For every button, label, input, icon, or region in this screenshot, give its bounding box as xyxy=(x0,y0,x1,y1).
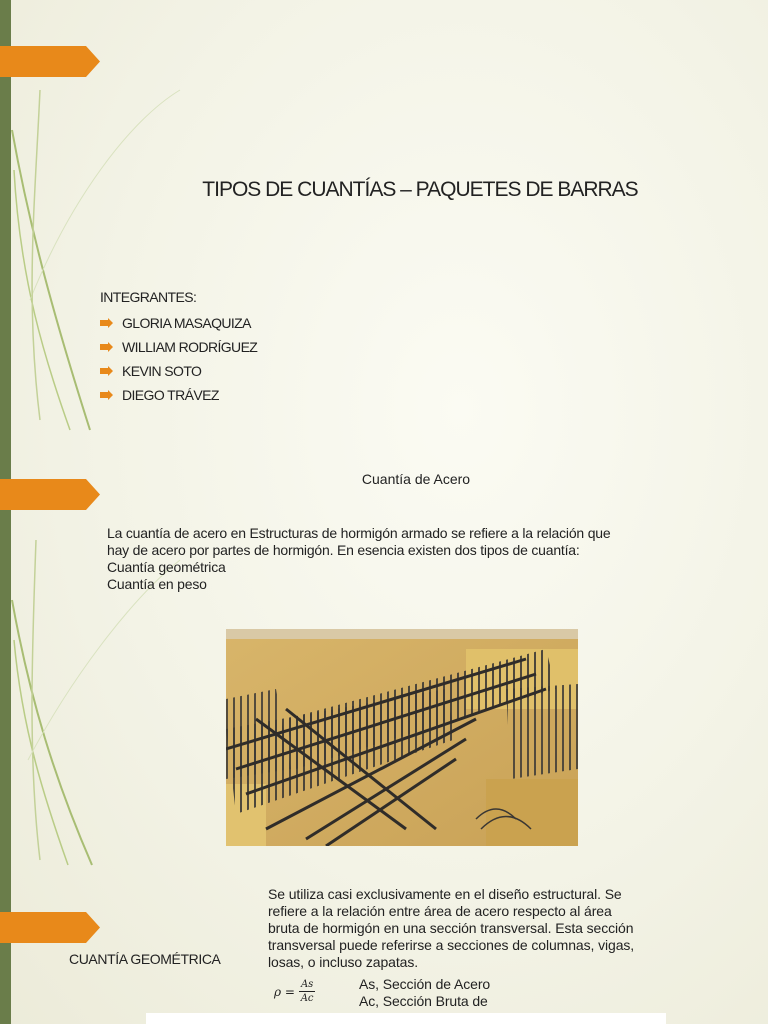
geometric-heading: CUANTÍA GEOMÉTRICA xyxy=(69,951,221,967)
member-item xyxy=(100,383,257,407)
intro-line: Cuantía en peso xyxy=(107,576,207,592)
side-bar xyxy=(0,0,11,1024)
member-name: KEVIN SOTO xyxy=(122,363,202,379)
geometric-paragraph xyxy=(268,886,708,971)
geometric-line: refiere a la relación entre área de acero respecto al área xyxy=(268,903,612,919)
arrow-bullet-icon xyxy=(100,390,113,400)
members-heading: INTEGRANTES: xyxy=(100,289,197,305)
legend-as: As, Sección de Acero xyxy=(359,976,491,992)
formula-numerator: As xyxy=(300,979,314,990)
member-item xyxy=(100,359,257,383)
section-heading: Cuantía de Acero xyxy=(361,471,471,487)
orange-arrow-tab-icon xyxy=(0,46,100,77)
decorative-vines xyxy=(0,0,200,1024)
intro-line: hay de acero por partes de hormigón. En esencia existen dos tipos de cuantía: xyxy=(107,542,580,558)
arrow-bullet-icon xyxy=(100,366,113,376)
member-item xyxy=(100,311,257,335)
ratio-formula xyxy=(274,978,315,1005)
arrow-bullet-icon xyxy=(100,318,113,328)
bottom-white-strip xyxy=(146,1013,666,1024)
legend-ac: Ac, Sección Bruta de xyxy=(359,993,488,1009)
intro-line: La cuantía de acero en Estructuras de hormigón armado se refiere a la relación que xyxy=(107,525,611,541)
intro-paragraph xyxy=(107,525,717,593)
formula-legend xyxy=(359,976,490,1010)
formula-lhs: ρ = xyxy=(274,984,295,999)
member-item xyxy=(100,335,257,359)
intro-line: Cuantía geométrica xyxy=(107,559,226,575)
formula-fraction xyxy=(299,978,315,1005)
member-name: GLORIA MASAQUIZA xyxy=(122,315,251,331)
geometric-line: transversal puede referirse a secciones de columnas, vigas, xyxy=(268,937,635,953)
members-block xyxy=(100,289,257,407)
member-name: WILLIAM RODRÍGUEZ xyxy=(122,339,258,355)
rebar-photo xyxy=(226,629,578,846)
geometric-line: bruta de hormigón en una sección transversal. Esta sección xyxy=(268,920,634,936)
formula-denominator: Ac xyxy=(300,993,314,1004)
geometric-line: losas, o incluso zapatas. xyxy=(268,954,419,970)
slide-title: TIPOS DE CUANTÍAS – PAQUETES DE BARRAS xyxy=(202,178,638,201)
arrow-bullet-icon xyxy=(100,342,113,352)
member-name: DIEGO TRÁVEZ xyxy=(122,387,219,403)
geometric-line: Se utiliza casi exclusivamente en el diseño estructural. Se xyxy=(268,886,622,902)
orange-arrow-tab-icon xyxy=(0,912,100,943)
